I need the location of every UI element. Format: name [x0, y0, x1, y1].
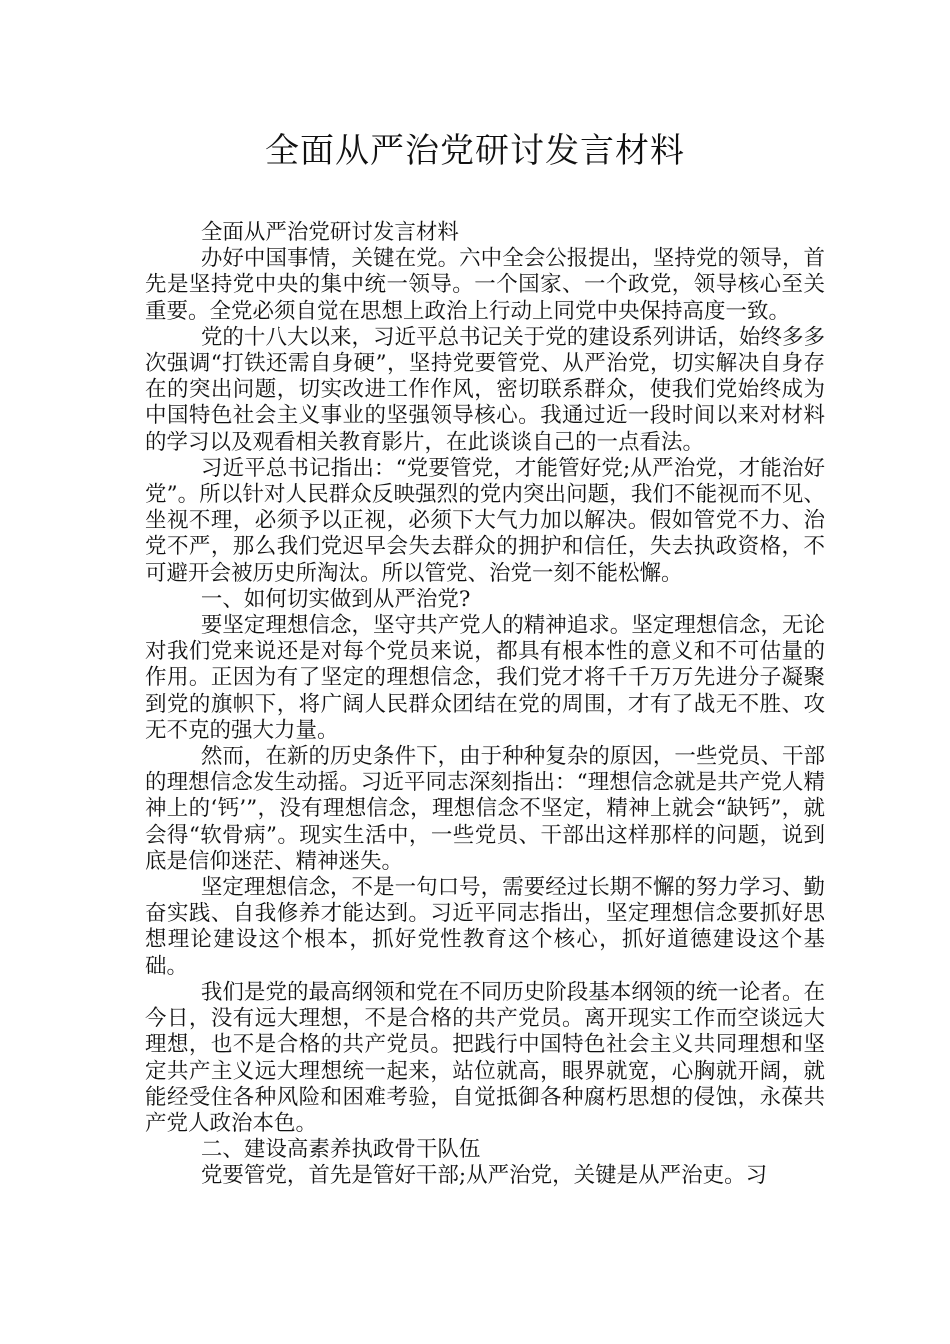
body-paragraph: 党要管党，首先是管好干部;从严治党，关键是从严治吏。习: [200, 1163, 768, 1189]
page-title: 全面从严治党研讨发言材料: [265, 131, 685, 171]
body-paragraph: 要坚定理想信念，坚守共产党人的精神追求。坚定理想信念，无论对我们党来说还是对每个党员来说，都具有根本性的意义和不可估量的作用。正因为有了坚定的理想信念，我们党才将千千万万先进分子凝聚到党的旗帜下，将广阔人民群众团结在党的周围，才有了战无不胜、攻无不克的强大力量。: [145, 613, 825, 743]
body-paragraph: 习近平总书记指出：“党要管党，才能管好党;从严治党，才能治好党”。所以针对人民群众反映强烈的党内突出问题，我们不能视而不见、坐视不理，必须予以正视，必须下大气力加以解决。假如管党不力、治党不严，那么我们党迟早会失去群众的拥护和信任，失去执政资格，不可避开会被历史所淘汰。所以管党、治党一刻不能松懈。: [145, 455, 825, 586]
body-paragraph: 然而，在新的历史条件下，由于种种复杂的原因，一些党员、干部的理想信念发生动摇。习近平同志深刻指出：“理想信念就是共产党人精神上的‘钙’”，没有理想信念，理想信念不坚定，精神上就会“缺钙”，就会得“软骨病”。现实生活中，一些党员、干部出这样那样的问题，说到底是信仰迷茫、精神迷失。: [145, 744, 825, 874]
body-paragraph: 办好中国事情，关键在党。六中全会公报提出，坚持党的领导，首先是坚持党中央的集中统一领导。一个国家、一个政党，领导核心至关重要。全党必须自觉在思想上政治上行动上同党中央保持高度一致。: [145, 246, 825, 324]
body-paragraph: 党的十八大以来，习近平总书记关于党的建设系列讲话，始终多多次强调“打铁还需自身硬”，坚持党要管党、从严治党，切实解决自身存在的突出问题，切实改进工作作风，密切联系群众，使我们党始终成为中国特色社会主义事业的坚强领导核心。我通过近一段时间以来对材料的学习以及观看相关教育影片，在此谈谈自己的一点看法。: [145, 324, 825, 455]
document-body: [145, 220, 825, 1190]
body-paragraph: 我们是党的最高纲领和党在不同历史阶段基本纲领的统一论者。在今日，没有远大理想，不是合格的共产党员。离开现实工作而空谈远大理想，也不是合格的共产党员。把践行中国特色社会主义共同理想和坚定共产主义远大理想统一起来，站位就高，眼界就宽，心胸就开阔，就能经受住各种风险和困难考验，自觉抵御各种腐朽思想的侵蚀，永葆共产党人政治本色。: [145, 979, 825, 1136]
section-heading: 二、建设高素养执政骨干队伍: [200, 1137, 481, 1163]
subtitle-paragraph: 全面从严治党研讨发言材料: [200, 220, 459, 245]
body-paragraph: 坚定理想信念，不是一句口号，需要经过长期不懈的努力学习、勤奋实践、自我修养才能达到。习近平同志指出，坚定理想信念要抓好思想理论建设这个根本，抓好党性教育这个核心，抓好道德建设这个基础。: [145, 875, 825, 979]
section-heading: 一、如何切实做到从严治党?: [200, 586, 471, 612]
